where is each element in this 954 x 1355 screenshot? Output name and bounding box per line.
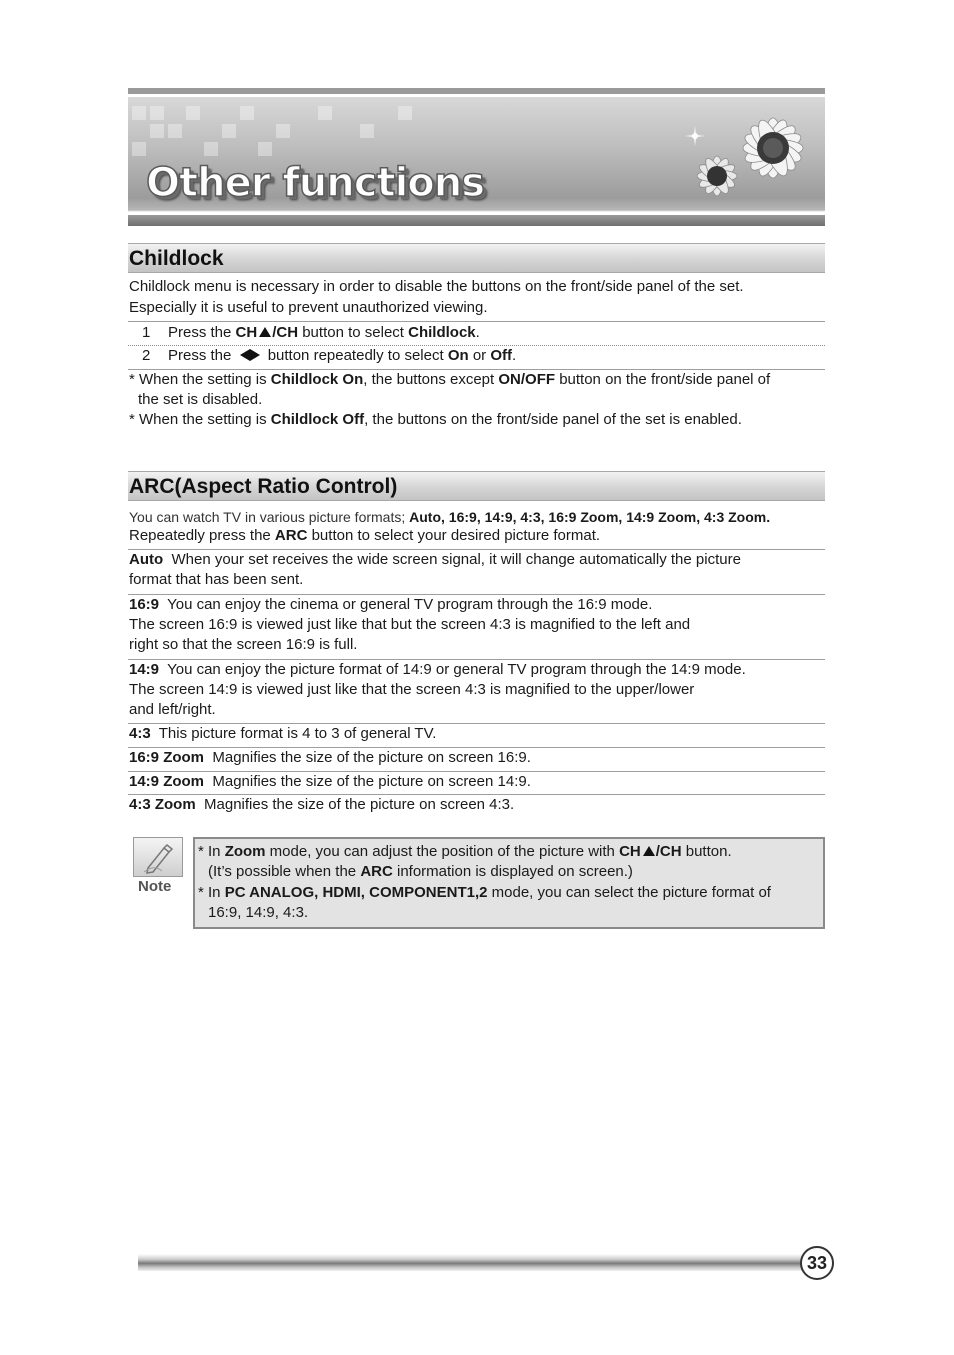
childlock-intro-line1: Childlock menu is necessary in order to disable the buttons on the front/side panel of the set. xyxy=(129,278,744,295)
note-line-4: 16:9, 14:9, 4:3. xyxy=(208,904,309,921)
section-title: ARC(Aspect Ratio Control) xyxy=(129,475,398,498)
arc-intro-line2: Repeatedly press the ARC button to select your desired picture format. xyxy=(129,527,601,544)
arc-intro-line1: You can watch TV in various picture formats; Auto, 16:9, 14:9, 4:3, 16:9 Zoom, 14:9 Zoom, 4:3 Zoom. xyxy=(129,509,771,525)
chapter-banner xyxy=(128,88,825,226)
section-header-arc xyxy=(128,471,825,501)
arc-item-4-3: 4:3 This picture format is 4 to 3 of general TV. xyxy=(129,725,437,742)
note-label: Note xyxy=(138,878,172,895)
arc-item-4-3-zoom: 4:3 Zoom Magnifies the size of the picture on screen 4:3. xyxy=(129,796,515,813)
arrow-up-icon xyxy=(259,327,271,337)
section-title: Childlock xyxy=(129,247,224,270)
childlock-note-1: * When the setting is Childlock On, the buttons except ON/OFF button on the front/side panel of xyxy=(129,371,771,388)
childlock-note-2: * When the setting is Childlock Off, the buttons on the front/side panel of the set is enabled. xyxy=(129,411,742,428)
arc-item-16-9: 16:9 You can enjoy the cinema or general TV program through the 16:9 mode. xyxy=(129,596,653,613)
divider xyxy=(128,321,825,322)
childlock-intro-line2: Especially it is useful to prevent unauthorized viewing. xyxy=(129,299,488,316)
note-pencil-icon xyxy=(133,837,183,877)
sunflower-image xyxy=(655,96,825,212)
childlock-note-1-cont: the set is disabled. xyxy=(138,391,263,408)
step-1: 1 Press the CH /CH button to select Childlock. xyxy=(142,324,480,341)
page-number: 33 xyxy=(800,1246,834,1280)
note-line-2: (It’s possible when the ARC information is displayed on screen.) xyxy=(208,863,633,880)
arrow-right-icon xyxy=(250,349,260,361)
arc-item-16-9-zoom: 16:9 Zoom Magnifies the size of the picture on screen 16:9. xyxy=(129,749,531,766)
arc-item-16-9-line2: The screen 16:9 is viewed just like that but the screen 4:3 is magnified to the left and xyxy=(129,616,691,633)
arc-item-auto: Auto When your set receives the wide screen signal, it will change automatically the picture xyxy=(129,551,741,568)
section-header-childlock xyxy=(128,243,825,273)
chapter-title: Other functions xyxy=(146,160,485,206)
arc-item-14-9: 14:9 You can enjoy the picture format of 14:9 or general TV program through the 14:9 mode. xyxy=(129,661,746,678)
note-line-3: * In PC ANALOG, HDMI, COMPONENT1,2 mode, you can select the picture format of xyxy=(198,884,771,901)
footer-bar xyxy=(138,1254,804,1271)
arc-item-14-9-line3: and left/right. xyxy=(129,701,216,718)
arrow-left-icon xyxy=(240,349,250,361)
arc-item-auto-line2: format that has been sent. xyxy=(129,571,304,588)
arc-item-16-9-line3: right so that the screen 16:9 is full. xyxy=(129,636,358,653)
arc-item-14-9-line2: The screen 14:9 is viewed just like that the screen 4:3 is magnified to the upper/lower xyxy=(129,681,695,698)
note-line-1: * In Zoom mode, you can adjust the position of the picture with CH /CH button. xyxy=(198,843,732,860)
step-2: 2 Press the button repeatedly to select On or Off. xyxy=(142,347,517,364)
arrow-up-icon xyxy=(643,846,655,856)
arc-item-14-9-zoom: 14:9 Zoom Magnifies the size of the picture on screen 14:9. xyxy=(129,773,531,790)
